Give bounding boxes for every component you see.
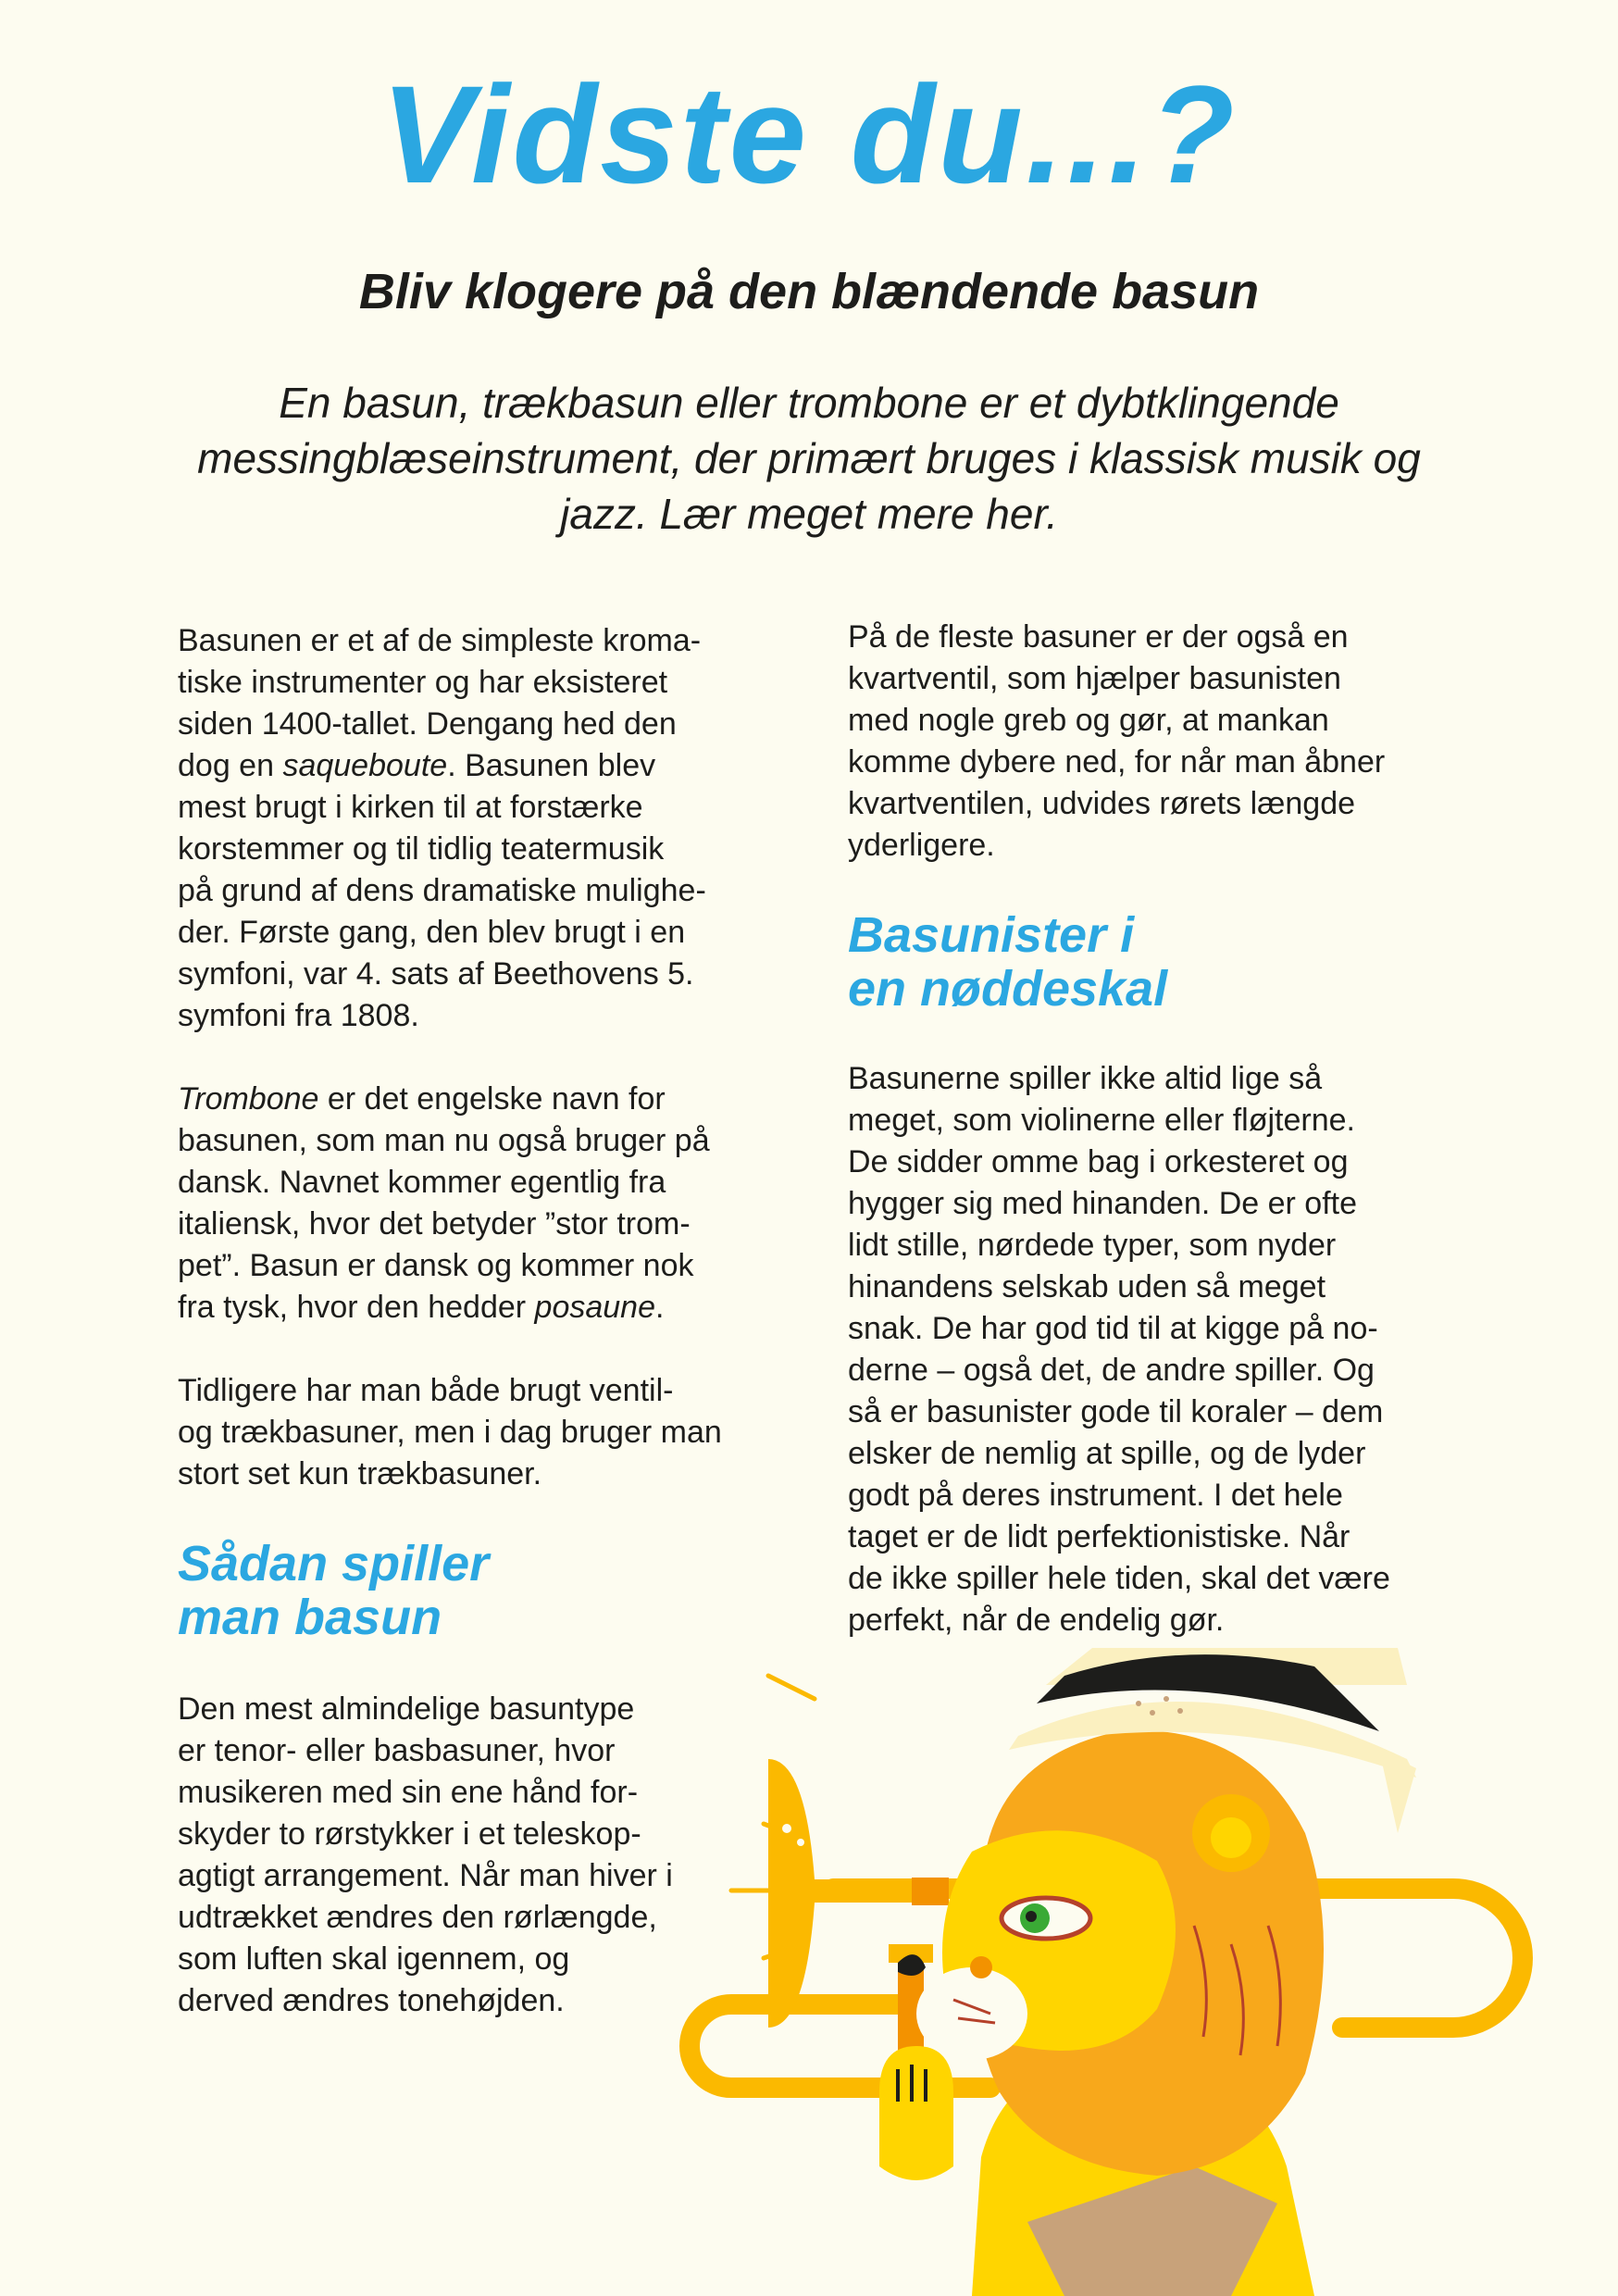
intro-text: En basun, trækbasun eller trombone er et dybtklingende messingblæseinstrument, der primært bruges i klassisk musik og jazz. Lær meget mere her. (197, 379, 1421, 538)
lion-hand-icon (879, 2046, 953, 2180)
paragraph-history-text: Basunen er et af de simpleste kroma- tiske instrumenter og har eksisteret siden 1400-tallet. Dengang hed den dog en (178, 623, 702, 783)
right-column (848, 617, 1459, 1683)
italic-term: saqueboute (282, 748, 448, 783)
paragraph-name-text: er det engelske navn for basunen, som man nu også bruger på dansk. Navnet kommer egentlig fra italiensk, hvor det betyder ”stor trom- pet”. Basun er dansk og kommer nok fra tysk, hvor den hedder (178, 1081, 710, 1325)
paragraph-nutshell: Basunerne spiller ikke altid lige så meget, som violinerne eller fløjterne. De sidder omme bag i orkesteret og hygger sig med hinanden. De er ofte lidt stille, nørdede typer, som nyder hinandens selskab uden så meget snak. De har god tid til at kigge på no- derne – også det, de andre spiller. Og så er basunister gode til koraler – dem elsker de nemlig at spille, og de lyder godt på deres instrument. I det hele taget er de lidt perfektionistiske. Når de ikke spiller hele tiden, skal det være perfekt, når de endelig gør. (848, 1061, 1390, 1638)
section-heading-play: Sådan spiller man basun (178, 1536, 490, 1645)
section-heading-nutshell: Basunister i en nøddeskal (848, 907, 1168, 1017)
lion-playing-trombone-illustration (676, 1648, 1618, 2296)
paragraph-name (178, 1079, 789, 1329)
page-subtitle: Bliv klogere på den blændende basun (358, 264, 1260, 319)
paragraph-valve: På de fleste basuner er der også en kvartventil, som hjælper basunisten med nogle greb og gør, at mankan komme dybere ned, for når man åbner kvartventilen, udvides rørets længde yderligere. (848, 619, 1386, 863)
italic-term: Trombone (178, 1081, 319, 1117)
paragraph-types: Tidligere har man både brugt ventil- og trækbasuner, men i dag bruger man stort set kun trækbasuner. (178, 1373, 722, 1491)
trombone-bell-icon (768, 1759, 916, 2028)
page-title: Vidste du...? (380, 56, 1238, 212)
paragraph-play: Den mest almindelige basuntype er tenor- eller basbasuner, hvor musikeren med sin ene hånd for- skyder to rørstykker i et teleskop- agtigt arrangement. Når man hiver i udtrækket ændres den rørlængde, som luften skal igennem, og derved ændres tonehøjden. (178, 1691, 673, 2018)
paragraph-name-text-2: . (655, 1290, 665, 1325)
paragraph-history-text-2: . Basunen blev mest brugt i kirken til at forstærke korstemmer og til tidlig teatermusik på grund af dens dramatiske mulighe- der. Første gang, den blev brugt i en symfoni, var 4. sats af Beethovens 5. symfoni fra 1808. (178, 748, 706, 1033)
paragraph-history (178, 620, 789, 1037)
italic-term: posaune (534, 1290, 656, 1325)
